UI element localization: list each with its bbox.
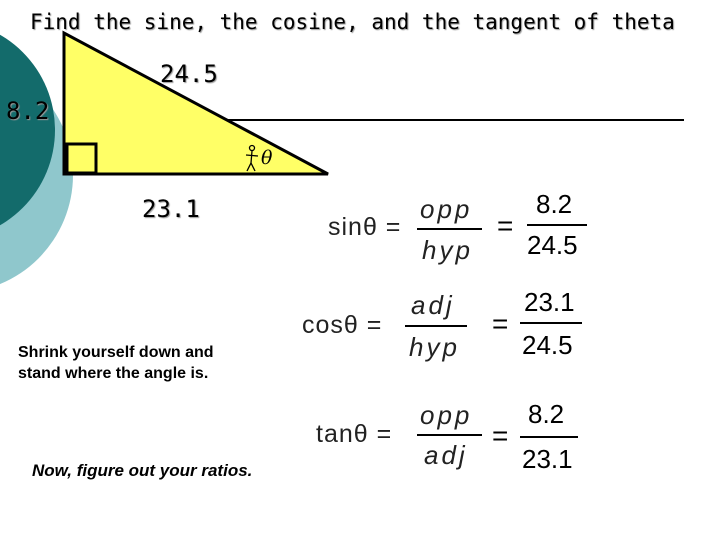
sin-equals: = <box>497 210 514 241</box>
cos-denominator-word: hyp <box>409 332 460 362</box>
theta-label: θ <box>261 147 273 169</box>
tan-numerator-value: 8.2 <box>528 399 565 429</box>
cos-word-fraction-bar <box>405 325 467 327</box>
hypotenuse-label: 24.5 <box>160 60 218 88</box>
tan-function: tanθ = <box>316 420 393 448</box>
cos-denominator-value: 24.5 <box>522 330 573 360</box>
tan-word-fraction-bar <box>417 434 482 436</box>
sin-word-fraction-bar <box>417 228 482 230</box>
tan-denominator-word: adj <box>424 440 468 470</box>
cos-equals: = <box>492 308 509 339</box>
tan-denominator-value: 23.1 <box>522 444 573 474</box>
sin-numerator-value: 8.2 <box>536 189 573 219</box>
sin-denominator-value: 24.5 <box>527 230 578 260</box>
sin-function: sinθ = <box>328 213 402 241</box>
tan-equals: = <box>492 420 509 451</box>
sin-value-fraction-bar <box>527 224 587 226</box>
cos-function: cosθ = <box>302 311 383 339</box>
tan-value-fraction-bar <box>520 436 578 438</box>
sin-numerator-word: opp <box>420 194 473 224</box>
right-triangle <box>64 33 328 174</box>
sin-denominator-word: hyp <box>422 235 473 265</box>
opposite-label: 8.2 <box>6 97 50 125</box>
cos-numerator-word: adj <box>411 290 455 320</box>
cos-value-fraction-bar <box>520 322 582 324</box>
tan-numerator-word: opp <box>420 400 473 430</box>
cos-numerator-value: 23.1 <box>524 287 575 317</box>
shrink-instruction: Shrink yourself down and stand where the angle is. <box>18 344 214 382</box>
figure-instruction: Now, figure out your ratios. <box>32 461 253 480</box>
adjacent-label: 23.1 <box>142 195 200 223</box>
page-title: Find the sine, the cosine, and the tangent of theta <box>30 10 675 34</box>
